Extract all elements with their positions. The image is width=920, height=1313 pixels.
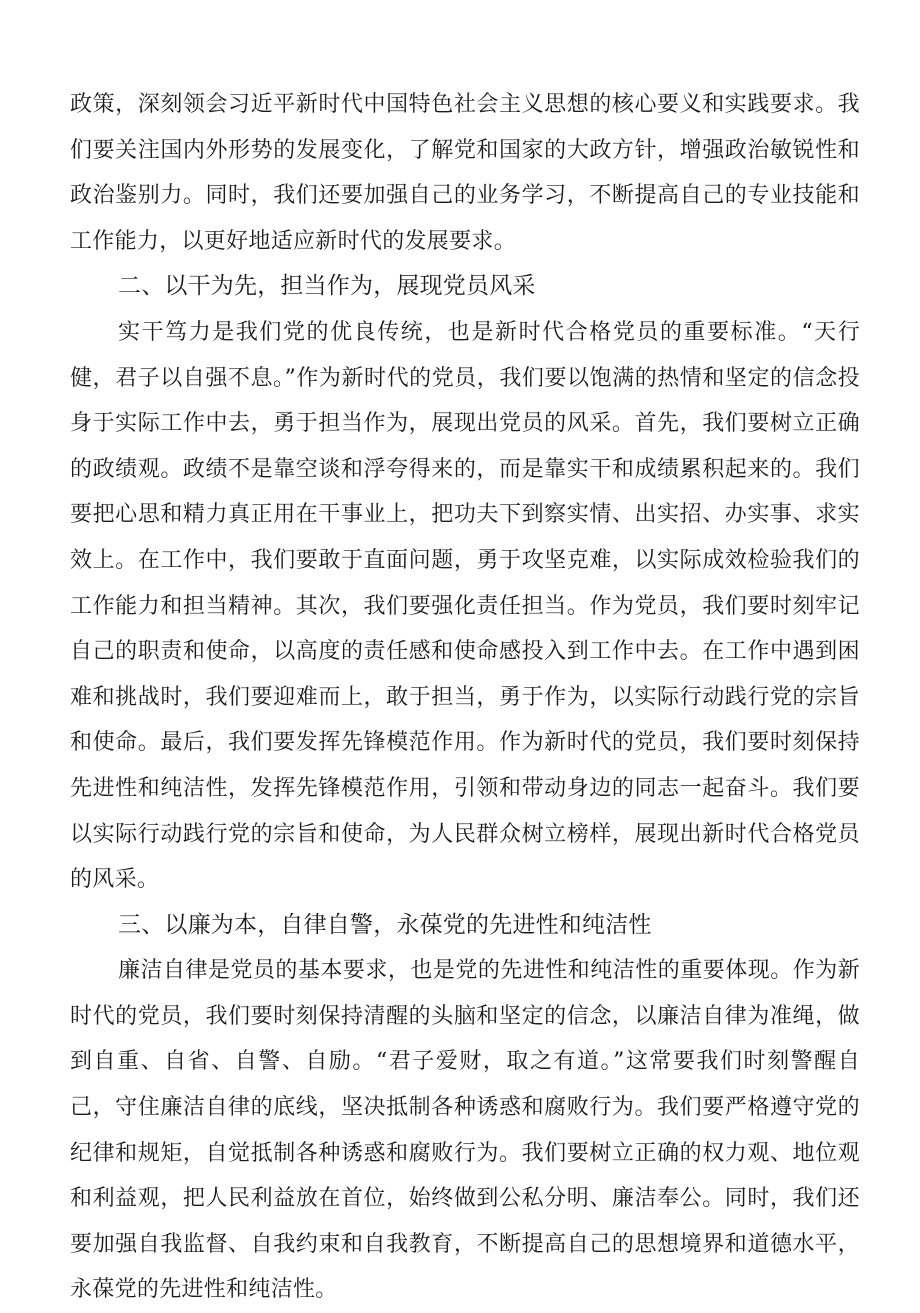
paragraph-2: 实干笃力是我们党的优良传统，也是新时代合格党员的重要标准。“天行健，君子以自强不息。”作为新时代的党员，我们要以饱满的热情和坚定的信念投身于实际工作中去，勇于担当作为，展现出党员的风采。首先，我们要树立正确的政绩观。政绩不是靠空谈和浮夸得来的，而是靠实干和成绩累积起来的。我们要把心思和精力真正用在干事业上，把功夫下到察实情、出实招、办实事、求实效上。在工作中，我们要敢于直面问题，勇于攻坚克难，以实际成效检验我们的工作能力和担当精神。其次，我们要强化责任担当。作为党员，我们要时刻牢记自己的职责和使命，以高度的责任感和使命感投入到工作中去。在工作中遇到困难和挑战时，我们要迎难而上，敢于担当，勇于作为，以实际行动践行党的宗旨和使命。最后，我们要发挥先锋模范作用。作为新时代的党员，我们要时刻保持先进性和纯洁性，发挥先锋模范作用，引领和带动身边的同志一起奋斗。我们要以实际行动践行党的宗旨和使命，为人民群众树立榜样，展现出新时代合格党员的风采。 [70, 319, 860, 893]
document-page [70, 82, 860, 1313]
paragraph-3: 廉洁自律是党员的基本要求，也是党的先进性和纯洁性的重要体现。作为新时代的党员，我们要时刻保持清醒的头脑和坚定的信念，以廉洁自律为准绳，做到自重、自省、自警、自励。“君子爱财，取之有道。”这常要我们时刻警醒自己，守住廉洁自律的底线，坚决抵制各种诱惑和腐败行为。我们要严格遵守党的纪律和规矩，自觉抵制各种诱惑和腐败行为。我们要树立正确的权力观、地位观和利益观，把人民利益放在首位，始终做到公私分明、廉洁奉公。同时，我们还要加强自我监督、自我约束和自我教育，不断提高自己的思想境界和道德水平，永葆党的先进性和纯洁性。 [70, 958, 860, 1303]
section-heading-2: 二、以干为先，担当作为，展现党员风采 [118, 273, 536, 300]
section-heading-3: 三、以廉为本，自律自警，永葆党的先进性和纯洁性 [118, 911, 652, 938]
paragraph-1: 政策，深刻领会习近平新时代中国特色社会主义思想的核心要义和实践要求。我们要关注国内外形势的发展变化，了解党和国家的大政方针，增强政治敏锐性和政治鉴别力。同时，我们还要加强自己的业务学习，不断提高自己的专业技能和工作能力，以更好地适应新时代的发展要求。 [70, 92, 860, 254]
